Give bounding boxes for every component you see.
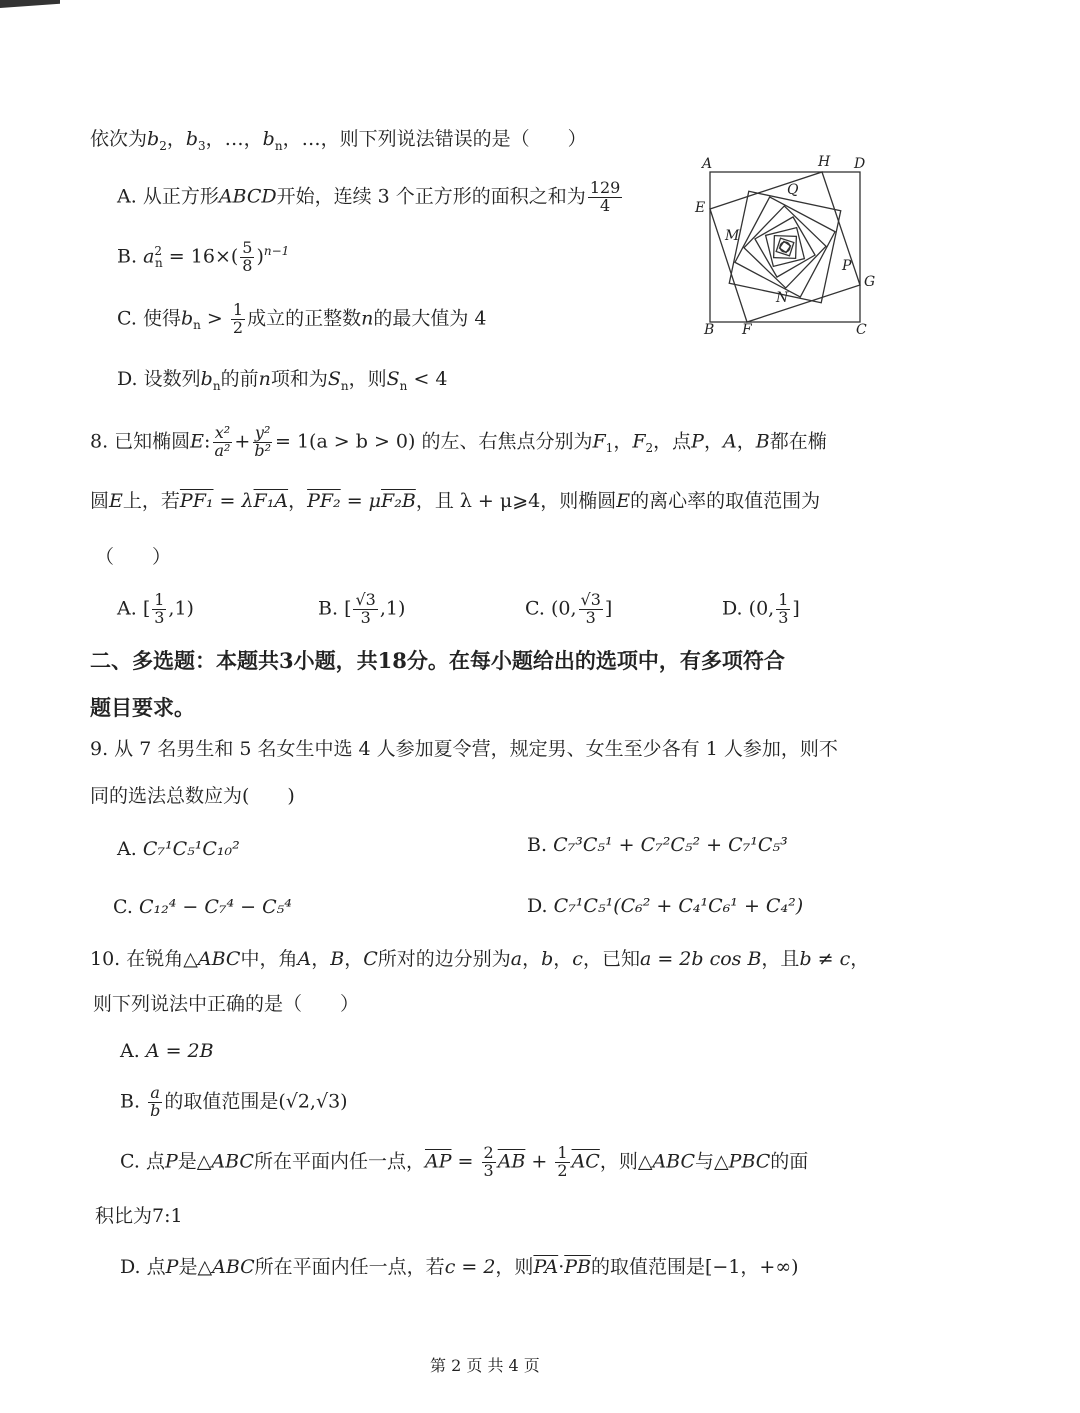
label-f: F [742, 322, 752, 337]
q7-option-c: C. 使得$b_n$ > $\frac{1}{2}$ 成立的正整数n的最大值为 4 [117, 300, 487, 337]
q10-line-1: 10. 在锐角△ABC中，角A，B，C所对的边分别为a，b，c，已知a = 2b cos B，且b ≠ c， [90, 948, 870, 970]
label-c: C [856, 322, 867, 337]
fraction: $\frac{2}{3}$ [483, 1143, 494, 1180]
q10-option-c-cont: 积比为7:1 [95, 1205, 183, 1227]
label-n: N [776, 290, 789, 306]
spiral-center [780, 242, 790, 252]
q8-option-c: C. (0, $\frac{√3}{3}$ ] [525, 590, 613, 627]
q7-option-b: B. $a^2_n = 16\times$( $\frac{5}{8}$ )$^{n-1}$ [117, 238, 290, 275]
fraction: $\frac{√3}{3}$ [580, 590, 601, 627]
label-a: A [702, 156, 713, 172]
fraction: $\frac{129}{4}$ [589, 178, 621, 215]
q9-option-d: D. C₇¹C₅¹(C₆² + C₄¹C₆¹ + C₄²) [527, 895, 804, 917]
section-2-heading: 二、多选题：本题共3小题，共18分。在每小题给出的选项中，有多项符合 [90, 648, 785, 673]
q9-line-2: 同的选法总数应为( ) [90, 785, 295, 807]
label-q: Q [787, 182, 799, 198]
label-g: G [864, 274, 876, 290]
q10-option-d: D. 点P是△ABC所在平面内任一点，若c = 2，则$\overline{PA}\cdot\overline{PB}$的取值范围是[−1，+∞) [120, 1256, 799, 1278]
label-m: M [725, 228, 740, 244]
fraction: $\frac{\text{y²}}{\text{b²}}$ [254, 423, 271, 460]
fraction: $\frac{5}{8}$ [242, 238, 253, 275]
q8-option-d: D. (0, $\frac{1}{3}$ ] [722, 590, 800, 627]
q8-option-b: B. [ $\frac{√3}{3}$ ,1) [318, 590, 406, 627]
fraction: $\frac{a}{b}$ [150, 1083, 161, 1120]
q8-line-2: 圆E上，若PF₁ = λF₁A，PF₂ = μF₂B，且 λ + μ⩾4，则椭圆E的离心率的取值范围为 [90, 490, 821, 512]
q7-option-a: A. 从正方形ABCD开始，连续 3 个正方形的面积之和为 $\frac{129}{4}$ [117, 178, 621, 215]
page-footer: 第 2 页 共 4 页 [430, 1356, 540, 1375]
scan-corner-mark [0, 0, 60, 8]
fraction: $\frac{1}{3}$ [154, 590, 165, 627]
q9-option-b: B. C₇³C₅¹ + C₇²C₅² + C₇¹C₅³ [527, 834, 788, 856]
nested-squares-figure [690, 152, 890, 337]
label-b: B [704, 322, 715, 337]
fraction: $\frac{1}{2}$ [557, 1143, 568, 1180]
q10-option-b: B. $\frac{a}{b}$ 的取值范围是(√2,√3) [120, 1083, 348, 1120]
q7-option-d: D. 设数列$b_n$的前n项和为$S_n$，则$S_n < 4$ [117, 368, 448, 393]
q9-option-a: A. C₇¹C₅¹C₁₀² [117, 838, 240, 860]
q9-option-c: C. C₁₂⁴ − C₇⁴ − C₅⁴ [113, 896, 292, 918]
q10-option-c: C. 点P是△ABC所在平面内任一点，$\overline{AP}$ = $\frac{2}{3}$ $\overline{AB}$ + $\frac{1}{2}$ $\overline{AC}$，则△ABC与△PBC的面 [120, 1143, 809, 1180]
fraction: $\frac{1}{2}$ [232, 300, 244, 337]
fraction: $\frac{√3}{3}$ [355, 590, 376, 627]
label-d: D [854, 156, 866, 172]
q8-option-a: A. [ $\frac{1}{3}$ ,1) [117, 590, 194, 627]
q9-line-1: 9. 从 7 名男生和 5 名女生中选 4 人参加夏令营，规定男、女生至少各有 1 人参加，则不 [90, 738, 838, 760]
q7-stem: 依次为$b_2$，$b_3$，…，$b_n$，…，则下列说法错误的是（ ） [90, 128, 587, 153]
label-e: E [695, 200, 706, 216]
label-p: P [842, 258, 852, 274]
fraction: $\frac{1}{3}$ [778, 590, 789, 627]
q10-option-a: A. A = 2B [120, 1040, 214, 1062]
q8-paren: （ ） [95, 546, 172, 568]
label-h: H [818, 154, 831, 170]
fraction: $\frac{\text{x²}}{\text{a²}}$ [214, 423, 231, 460]
q10-line-2: 则下列说法中正确的是（ ） [93, 993, 360, 1015]
section-2-heading-cont: 题目要求。 [90, 695, 195, 720]
q8-line-1: 8. 已知椭圆E: $\frac{\text{x²}}{\text{a²}}$ + $\frac{\text{y²}}{\text{b²}}$ = 1(a > b > 0) 的左、右焦点分别为$F_1$，$F_2$，点P，A，B都在椭 [90, 423, 827, 460]
